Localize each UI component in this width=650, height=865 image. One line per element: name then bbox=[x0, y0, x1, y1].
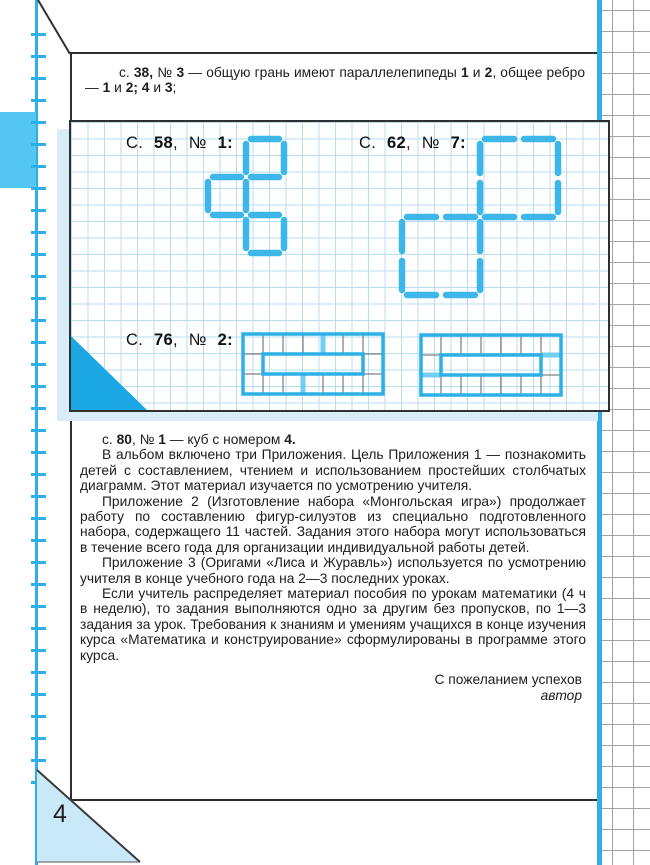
text-segment: 2; 4 bbox=[125, 80, 150, 96]
ruler-tick bbox=[31, 583, 46, 586]
text-segment: , общее ребро — bbox=[85, 65, 586, 96]
ruler-tick bbox=[31, 627, 46, 630]
text-segment: 58 bbox=[153, 134, 173, 152]
figure-label-s76 bbox=[126, 331, 233, 350]
ruler-tick bbox=[31, 187, 46, 190]
text-segment: ; bbox=[172, 80, 177, 96]
figure-panel bbox=[69, 120, 610, 412]
signoff-wishes: С пожеланием успехов bbox=[434, 672, 582, 688]
text-segment: с. bbox=[102, 432, 117, 447]
top-left-fold-line bbox=[0, 0, 90, 60]
answers-figure-drawing bbox=[71, 122, 608, 410]
ruler-tick bbox=[31, 385, 46, 388]
figure-label-s62 bbox=[359, 134, 466, 153]
text-segment: 2 bbox=[484, 65, 493, 80]
ruler-tick bbox=[31, 561, 46, 564]
ruler-tick bbox=[31, 451, 46, 454]
body-paragraph bbox=[80, 494, 586, 556]
ruler-tick bbox=[31, 759, 46, 762]
text-segment: , № bbox=[131, 432, 159, 447]
ruler-tick bbox=[31, 143, 46, 146]
body-text bbox=[80, 432, 586, 703]
text-segment: — общую грань имеют параллелепипеды bbox=[184, 65, 461, 80]
text-segment: 1 bbox=[158, 432, 166, 447]
ruler-tick bbox=[31, 605, 46, 608]
ruler-tick bbox=[31, 737, 46, 740]
ruler-tick bbox=[31, 693, 46, 696]
body-paragraph bbox=[80, 555, 586, 586]
text-segment: , № bbox=[405, 134, 451, 152]
text-segment: В альбом включено три Приложения. Цель Приложения 1 — познакомить детей с составлением, чтением и использованием простейших столбчатых диаграмм. Этот материал изучается по усмотрению учителя. bbox=[80, 447, 586, 494]
text-segment: 7: bbox=[450, 134, 466, 152]
ruler-tick bbox=[31, 275, 46, 278]
text-segment: и bbox=[110, 80, 126, 96]
text-segment: Приложение 3 (Оригами «Лиса и Журавль») используется по усмотрению учителя в конце учебного года на 2—3 последних уроках. bbox=[80, 555, 586, 586]
text-segment: № bbox=[153, 65, 177, 80]
text-segment: 4. bbox=[284, 432, 296, 447]
ruler-tick bbox=[31, 517, 46, 520]
text-segment: , № bbox=[172, 331, 218, 349]
text-segment: с. bbox=[119, 65, 134, 80]
ruler-tick bbox=[31, 363, 46, 366]
ruler-tick bbox=[31, 209, 46, 212]
ruler-tick bbox=[31, 165, 46, 168]
text-segment: Если учитель распределяет материал пособия по урокам математики (4 ч в неделю), то задания выполняются одно за другим без пропусков, по 1—3 задания за урок. Требования к знаниям и умениям учащихся в конце изучения курса «Математика и конструирование» сформулированы в программе этого курса. bbox=[80, 586, 586, 663]
text-segment: — куб с номером bbox=[165, 432, 285, 447]
answer-note-top bbox=[85, 65, 585, 96]
ruler-tick bbox=[31, 341, 46, 344]
bottom-left-folded-corner bbox=[30, 766, 150, 865]
ruler-tick bbox=[31, 297, 46, 300]
body-paragraphs bbox=[80, 432, 586, 663]
ruler-tick bbox=[31, 99, 46, 102]
ruler-tick bbox=[31, 715, 46, 718]
text-segment: и bbox=[149, 80, 165, 96]
text-segment: С. bbox=[359, 134, 387, 152]
signoff-author: автор bbox=[540, 687, 582, 703]
ruler-tick bbox=[31, 539, 46, 542]
text-segment: 3 bbox=[164, 80, 173, 96]
ruler-tick bbox=[31, 77, 46, 80]
text-segment: 1 bbox=[102, 80, 111, 96]
text-segment: С. bbox=[126, 134, 154, 152]
ruler-tick bbox=[31, 429, 46, 432]
text-segment: 1: bbox=[217, 134, 233, 152]
signoff bbox=[80, 672, 586, 703]
body-paragraph bbox=[80, 447, 586, 493]
text-segment: 1 bbox=[460, 65, 469, 80]
text-segment: и bbox=[468, 65, 485, 80]
ruler-tick bbox=[31, 473, 46, 476]
page-number: 4 bbox=[53, 800, 67, 828]
text-segment: 62 bbox=[386, 134, 406, 152]
text-segment: 38, bbox=[133, 65, 154, 80]
body-paragraph bbox=[80, 586, 586, 663]
ruler-tick bbox=[31, 253, 46, 256]
ruler-tick bbox=[31, 121, 46, 124]
text-segment: 2: bbox=[217, 331, 233, 349]
ruler-tick bbox=[31, 407, 46, 410]
text-segment: 80 bbox=[116, 432, 132, 447]
ruler-tick bbox=[31, 671, 46, 674]
text-segment: 3 bbox=[176, 65, 185, 80]
ruler-tick bbox=[31, 231, 46, 234]
text-segment: , № bbox=[172, 134, 218, 152]
ruler-tick bbox=[31, 649, 46, 652]
ruler-tick bbox=[31, 319, 46, 322]
figure-label-s58 bbox=[126, 134, 233, 153]
text-segment: С. bbox=[126, 331, 154, 349]
ruler-tick bbox=[31, 495, 46, 498]
text-segment: 76 bbox=[153, 331, 173, 349]
body-paragraph bbox=[80, 432, 586, 447]
text-segment: Приложение 2 (Изготовление набора «Монгольская игра») продолжает работу по составлению фигур-силуэтов из специально подготовленного набора, содержащего 11 частей. Задания этого набора могут использоваться в течение всего года для организации индивидуальной работы детей. bbox=[80, 493, 586, 555]
